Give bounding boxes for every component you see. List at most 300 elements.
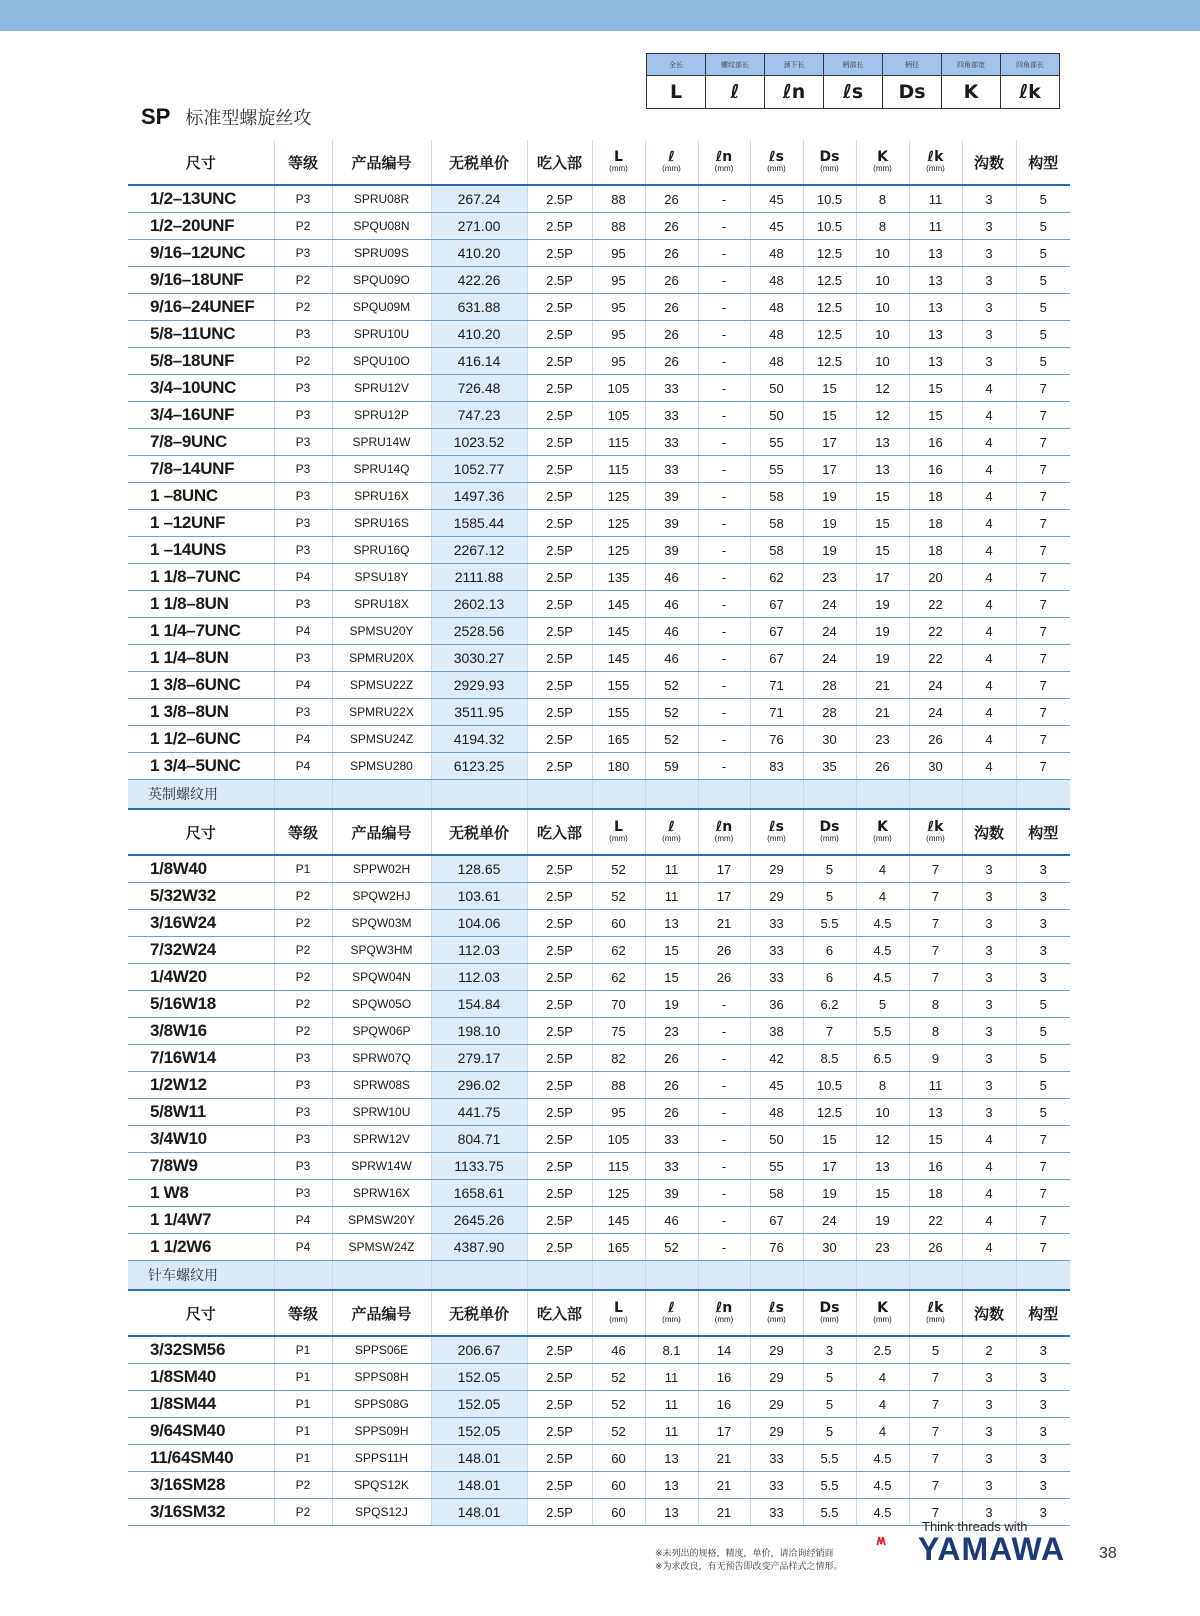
cell-grade: P1 [274, 1418, 332, 1445]
cell-L: 165 [592, 1234, 645, 1261]
cell-type: 7 [1016, 375, 1070, 402]
cell-lk: 7 [909, 1391, 962, 1418]
cell-size: 3/16SM32 [128, 1499, 274, 1526]
cell-l: 8.1 [645, 1336, 698, 1364]
cell-ls: 67 [750, 591, 803, 618]
cell-type: 7 [1016, 402, 1070, 429]
cell-K: 13 [856, 1153, 909, 1180]
section-cell [431, 1261, 527, 1291]
section-cell [856, 780, 909, 810]
cell-grade: P4 [274, 753, 332, 780]
cell-flutes: 3 [962, 1418, 1016, 1445]
cell-l: 26 [645, 348, 698, 375]
cell-type: 3 [1016, 1391, 1070, 1418]
table-row [128, 483, 1070, 510]
cell-flutes: 3 [962, 294, 1016, 321]
cell-lk: 7 [909, 883, 962, 910]
column-header-lk [909, 809, 962, 855]
cell-Ds: 8.5 [803, 1045, 856, 1072]
cell-ln: - [698, 1153, 750, 1180]
column-header-size: 尺寸 [128, 809, 274, 855]
cell-L: 82 [592, 1045, 645, 1072]
cell-ln: - [698, 1180, 750, 1207]
section-cell [1016, 1261, 1070, 1291]
column-header-type: 构型 [1016, 1290, 1070, 1336]
cell-ln: - [698, 618, 750, 645]
cell-type: 5 [1016, 294, 1070, 321]
cell-L: 105 [592, 402, 645, 429]
cell-flutes: 3 [962, 1499, 1016, 1526]
cell-lead: 2.5P [527, 883, 592, 910]
cell-grade: P1 [274, 1336, 332, 1364]
cell-grade: P4 [274, 726, 332, 753]
column-header-part: 产品编号 [332, 140, 431, 185]
cell-ln: - [698, 240, 750, 267]
cell-lead: 2.5P [527, 910, 592, 937]
cell-lead: 2.5P [527, 645, 592, 672]
cell-grade: P1 [274, 1391, 332, 1418]
column-unit: (mm) [714, 834, 734, 843]
cell-l: 26 [645, 294, 698, 321]
cell-flutes: 3 [962, 1072, 1016, 1099]
cell-type: 7 [1016, 699, 1070, 726]
cell-grade: P2 [274, 883, 332, 910]
cell-price: 2528.56 [431, 618, 527, 645]
section-cell [803, 1261, 856, 1291]
cell-K: 13 [856, 429, 909, 456]
column-header-type: 构型 [1016, 140, 1070, 185]
cell-Ds: 24 [803, 618, 856, 645]
table-row [128, 429, 1070, 456]
cell-grade: P4 [274, 672, 332, 699]
cell-grade: P2 [274, 937, 332, 964]
cell-size: 1/8W40 [128, 855, 274, 883]
cell-K: 8 [856, 185, 909, 213]
table-row [128, 883, 1070, 910]
cell-lk: 24 [909, 699, 962, 726]
cell-ln: - [698, 510, 750, 537]
cell-Ds: 12.5 [803, 267, 856, 294]
cell-ls: 29 [750, 1336, 803, 1364]
cell-K: 5.5 [856, 1018, 909, 1045]
cell-type: 3 [1016, 1336, 1070, 1364]
cell-lk: 20 [909, 564, 962, 591]
column-header-K [856, 1290, 909, 1336]
cell-size: 1 1/4–8UN [128, 645, 274, 672]
cell-l: 46 [645, 618, 698, 645]
cell-flutes: 4 [962, 483, 1016, 510]
column-unit: (mm) [609, 834, 628, 843]
cell-ls: 48 [750, 348, 803, 375]
section-cell [1016, 780, 1070, 810]
cell-K: 12 [856, 1126, 909, 1153]
cell-size: 7/8–14UNF [128, 456, 274, 483]
cell-K: 6.5 [856, 1045, 909, 1072]
cell-flutes: 3 [962, 964, 1016, 991]
table-row [128, 699, 1070, 726]
cell-K: 10 [856, 240, 909, 267]
cell-K: 8 [856, 213, 909, 240]
cell-lead: 2.5P [527, 483, 592, 510]
cell-price: 148.01 [431, 1472, 527, 1499]
cell-price: 2645.26 [431, 1207, 527, 1234]
cell-price: 1052.77 [431, 456, 527, 483]
cell-lead: 2.5P [527, 348, 592, 375]
cell-size: 3/4–16UNF [128, 402, 274, 429]
cell-ls: 33 [750, 1499, 803, 1526]
cell-l: 39 [645, 537, 698, 564]
cell-type: 5 [1016, 991, 1070, 1018]
cell-K: 15 [856, 510, 909, 537]
cell-part: SPPS08H [332, 1364, 431, 1391]
cell-flutes: 2 [962, 1336, 1016, 1364]
cell-K: 19 [856, 591, 909, 618]
cell-type: 3 [1016, 1445, 1070, 1472]
table-row [128, 964, 1070, 991]
cell-lk: 8 [909, 991, 962, 1018]
cell-lead: 2.5P [527, 456, 592, 483]
column-header-type: 构型 [1016, 809, 1070, 855]
table-row [128, 348, 1070, 375]
cell-size: 1 1/8–7UNC [128, 564, 274, 591]
cell-L: 62 [592, 937, 645, 964]
cell-price: 3511.95 [431, 699, 527, 726]
cell-price: 148.01 [431, 1445, 527, 1472]
cell-size: 3/8W16 [128, 1018, 274, 1045]
section-cell [431, 780, 527, 810]
cell-flutes: 4 [962, 1126, 1016, 1153]
cell-lead: 2.5P [527, 375, 592, 402]
table-row [128, 618, 1070, 645]
cell-Ds: 24 [803, 645, 856, 672]
cell-lk: 7 [909, 1364, 962, 1391]
cell-part: SPMSW24Z [332, 1234, 431, 1261]
cell-flutes: 3 [962, 185, 1016, 213]
cell-Ds: 5.5 [803, 910, 856, 937]
cell-part: SPMSU24Z [332, 726, 431, 753]
column-header-ln [698, 809, 750, 855]
cell-type: 7 [1016, 591, 1070, 618]
column-header-lead: 吃入部 [527, 809, 592, 855]
cell-ln: 16 [698, 1364, 750, 1391]
cell-type: 7 [1016, 483, 1070, 510]
cell-grade: P3 [274, 402, 332, 429]
cell-ln: - [698, 645, 750, 672]
column-header-K [856, 140, 909, 185]
table-row [128, 537, 1070, 564]
cell-size: 1 3/4–5UNC [128, 753, 274, 780]
cell-Ds: 30 [803, 1234, 856, 1261]
cell-price: 631.88 [431, 294, 527, 321]
cell-K: 13 [856, 456, 909, 483]
cell-lk: 18 [909, 537, 962, 564]
cell-flutes: 4 [962, 726, 1016, 753]
cell-lk: 9 [909, 1045, 962, 1072]
cell-lk: 22 [909, 591, 962, 618]
cell-part: SPMSU20Y [332, 618, 431, 645]
cell-lead: 2.5P [527, 429, 592, 456]
cell-L: 62 [592, 964, 645, 991]
cell-l: 33 [645, 375, 698, 402]
cell-ln: - [698, 402, 750, 429]
column-header-part: 产品编号 [332, 809, 431, 855]
cell-flutes: 3 [962, 855, 1016, 883]
cell-K: 15 [856, 1180, 909, 1207]
cell-flutes: 4 [962, 591, 1016, 618]
cell-K: 4.5 [856, 964, 909, 991]
cell-price: 103.61 [431, 883, 527, 910]
cell-l: 23 [645, 1018, 698, 1045]
column-header-K [856, 809, 909, 855]
cell-flutes: 3 [962, 937, 1016, 964]
cell-part: SPQW3HM [332, 937, 431, 964]
column-header-grade: 等级 [274, 1290, 332, 1336]
cell-grade: P2 [274, 1018, 332, 1045]
cell-lk: 13 [909, 267, 962, 294]
cell-grade: P2 [274, 1472, 332, 1499]
table-row [128, 402, 1070, 429]
cell-lead: 2.5P [527, 1207, 592, 1234]
column-header-flutes: 沟数 [962, 809, 1016, 855]
cell-flutes: 4 [962, 1207, 1016, 1234]
cell-ls: 67 [750, 645, 803, 672]
cell-flutes: 4 [962, 1234, 1016, 1261]
cell-flutes: 3 [962, 1445, 1016, 1472]
table-row [128, 1099, 1070, 1126]
cell-ln: - [698, 753, 750, 780]
cell-ls: 33 [750, 937, 803, 964]
cell-Ds: 28 [803, 672, 856, 699]
footnotes [655, 1547, 843, 1573]
column-unit: (mm) [873, 164, 892, 173]
section-label: 针车螺纹用 [128, 1261, 274, 1291]
cell-grade: P3 [274, 1045, 332, 1072]
column-header-price: 无税单价 [431, 140, 527, 185]
column-symbol: Ds [819, 1300, 840, 1316]
cell-ln: 16 [698, 1391, 750, 1418]
cell-part: SPRW07Q [332, 1045, 431, 1072]
cell-part: SPRW12V [332, 1126, 431, 1153]
cell-flutes: 4 [962, 456, 1016, 483]
cell-part: SPRW16X [332, 1180, 431, 1207]
cell-Ds: 15 [803, 375, 856, 402]
cell-L: 75 [592, 1018, 645, 1045]
legend-label: 柄径 [883, 54, 942, 76]
column-unit: (mm) [820, 164, 839, 173]
dimension-legend [646, 53, 1060, 109]
cell-lk: 13 [909, 294, 962, 321]
cell-lead: 2.5P [527, 1018, 592, 1045]
cell-lk: 16 [909, 1153, 962, 1180]
cell-K: 4.5 [856, 1499, 909, 1526]
cell-ln: - [698, 537, 750, 564]
cell-Ds: 35 [803, 753, 856, 780]
cell-grade: P3 [274, 375, 332, 402]
cell-part: SPQU08N [332, 213, 431, 240]
cell-flutes: 3 [962, 240, 1016, 267]
table-row [128, 855, 1070, 883]
cell-ls: 33 [750, 1445, 803, 1472]
cell-lead: 2.5P [527, 1499, 592, 1526]
cell-L: 95 [592, 348, 645, 375]
table-row [128, 991, 1070, 1018]
cell-l: 46 [645, 591, 698, 618]
cell-l: 39 [645, 483, 698, 510]
cell-l: 13 [645, 1499, 698, 1526]
cell-l: 11 [645, 1364, 698, 1391]
cell-size: 1 1/2–6UNC [128, 726, 274, 753]
table-row [128, 937, 1070, 964]
cell-part: SPQW2HJ [332, 883, 431, 910]
cell-price: 3030.27 [431, 645, 527, 672]
column-symbol: K [877, 1300, 888, 1316]
cell-price: 1497.36 [431, 483, 527, 510]
cell-ls: 33 [750, 964, 803, 991]
cell-ls: 48 [750, 240, 803, 267]
column-symbol: ℓs [769, 149, 784, 165]
cell-ls: 76 [750, 1234, 803, 1261]
cell-flutes: 3 [962, 910, 1016, 937]
cell-price: 6123.25 [431, 753, 527, 780]
cell-type: 7 [1016, 456, 1070, 483]
cell-type: 3 [1016, 883, 1070, 910]
cell-type: 3 [1016, 1364, 1070, 1391]
cell-ln: - [698, 726, 750, 753]
cell-ls: 38 [750, 1018, 803, 1045]
column-unit: (mm) [926, 834, 945, 843]
cell-grade: P2 [274, 348, 332, 375]
yamawa-logo-icon [876, 1521, 920, 1561]
cell-flutes: 4 [962, 672, 1016, 699]
cell-lead: 2.5P [527, 564, 592, 591]
cell-lk: 24 [909, 672, 962, 699]
cell-Ds: 3 [803, 1336, 856, 1364]
cell-ls: 45 [750, 213, 803, 240]
cell-grade: P4 [274, 1207, 332, 1234]
cell-price: 267.24 [431, 185, 527, 213]
top-banner [0, 0, 1200, 31]
column-header-ls [750, 1290, 803, 1336]
cell-ln: - [698, 294, 750, 321]
cell-type: 5 [1016, 1072, 1070, 1099]
cell-Ds: 28 [803, 699, 856, 726]
cell-l: 19 [645, 991, 698, 1018]
column-header-L [592, 1290, 645, 1336]
section-cell [962, 1261, 1016, 1291]
section-cell [645, 1261, 698, 1291]
cell-grade: P3 [274, 1072, 332, 1099]
column-unit: (mm) [873, 1315, 892, 1324]
cell-ls: 29 [750, 1391, 803, 1418]
column-header-grade: 等级 [274, 809, 332, 855]
column-header-ls [750, 809, 803, 855]
cell-type: 7 [1016, 753, 1070, 780]
cell-ls: 33 [750, 910, 803, 937]
table-row [128, 375, 1070, 402]
cell-L: 95 [592, 1099, 645, 1126]
column-header-part: 产品编号 [332, 1290, 431, 1336]
table-row [128, 910, 1070, 937]
cell-Ds: 19 [803, 537, 856, 564]
column-unit: (mm) [714, 1315, 734, 1324]
cell-Ds: 15 [803, 1126, 856, 1153]
cell-l: 26 [645, 1099, 698, 1126]
cell-grade: P3 [274, 591, 332, 618]
table-row [128, 726, 1070, 753]
cell-ls: 71 [750, 699, 803, 726]
column-symbol: ℓn [715, 1300, 733, 1316]
cell-l: 15 [645, 964, 698, 991]
column-symbol: Ds [819, 149, 840, 165]
cell-l: 26 [645, 185, 698, 213]
cell-lead: 2.5P [527, 1445, 592, 1472]
cell-flutes: 4 [962, 645, 1016, 672]
cell-lead: 2.5P [527, 1234, 592, 1261]
cell-L: 180 [592, 753, 645, 780]
cell-l: 33 [645, 402, 698, 429]
cell-size: 3/4W10 [128, 1126, 274, 1153]
cell-ls: 45 [750, 185, 803, 213]
cell-lead: 2.5P [527, 321, 592, 348]
cell-ls: 58 [750, 537, 803, 564]
section-cell [592, 780, 645, 810]
cell-L: 125 [592, 483, 645, 510]
cell-l: 26 [645, 213, 698, 240]
cell-ln: 21 [698, 1445, 750, 1472]
legend-symbol: ℓk [1001, 76, 1060, 109]
cell-type: 5 [1016, 321, 1070, 348]
cell-l: 11 [645, 1418, 698, 1445]
cell-K: 4 [856, 1364, 909, 1391]
column-unit: (mm) [820, 834, 839, 843]
cell-size: 1 –12UNF [128, 510, 274, 537]
cell-L: 155 [592, 699, 645, 726]
cell-K: 21 [856, 699, 909, 726]
cell-lead: 2.5P [527, 699, 592, 726]
cell-part: SPMRU22X [332, 699, 431, 726]
cell-lead: 2.5P [527, 1126, 592, 1153]
cell-part: SPRU09S [332, 240, 431, 267]
cell-part: SPQW03M [332, 910, 431, 937]
section-cell [698, 780, 750, 810]
cell-Ds: 23 [803, 564, 856, 591]
table-row [128, 456, 1070, 483]
cell-lead: 2.5P [527, 1336, 592, 1364]
cell-K: 23 [856, 726, 909, 753]
cell-part: SPRU14Q [332, 456, 431, 483]
cell-lead: 2.5P [527, 1418, 592, 1445]
cell-Ds: 12.5 [803, 294, 856, 321]
cell-type: 5 [1016, 213, 1070, 240]
cell-grade: P2 [274, 964, 332, 991]
cell-ln: - [698, 456, 750, 483]
cell-size: 5/32W32 [128, 883, 274, 910]
cell-lead: 2.5P [527, 1045, 592, 1072]
cell-lk: 7 [909, 855, 962, 883]
cell-price: 152.05 [431, 1391, 527, 1418]
cell-L: 125 [592, 537, 645, 564]
cell-ls: 55 [750, 456, 803, 483]
table-row [128, 267, 1070, 294]
section-cell [909, 780, 962, 810]
cell-lead: 2.5P [527, 402, 592, 429]
cell-Ds: 5.5 [803, 1445, 856, 1472]
cell-K: 10 [856, 267, 909, 294]
cell-type: 7 [1016, 1207, 1070, 1234]
cell-l: 52 [645, 672, 698, 699]
cell-lk: 15 [909, 375, 962, 402]
section-cell [750, 1261, 803, 1291]
